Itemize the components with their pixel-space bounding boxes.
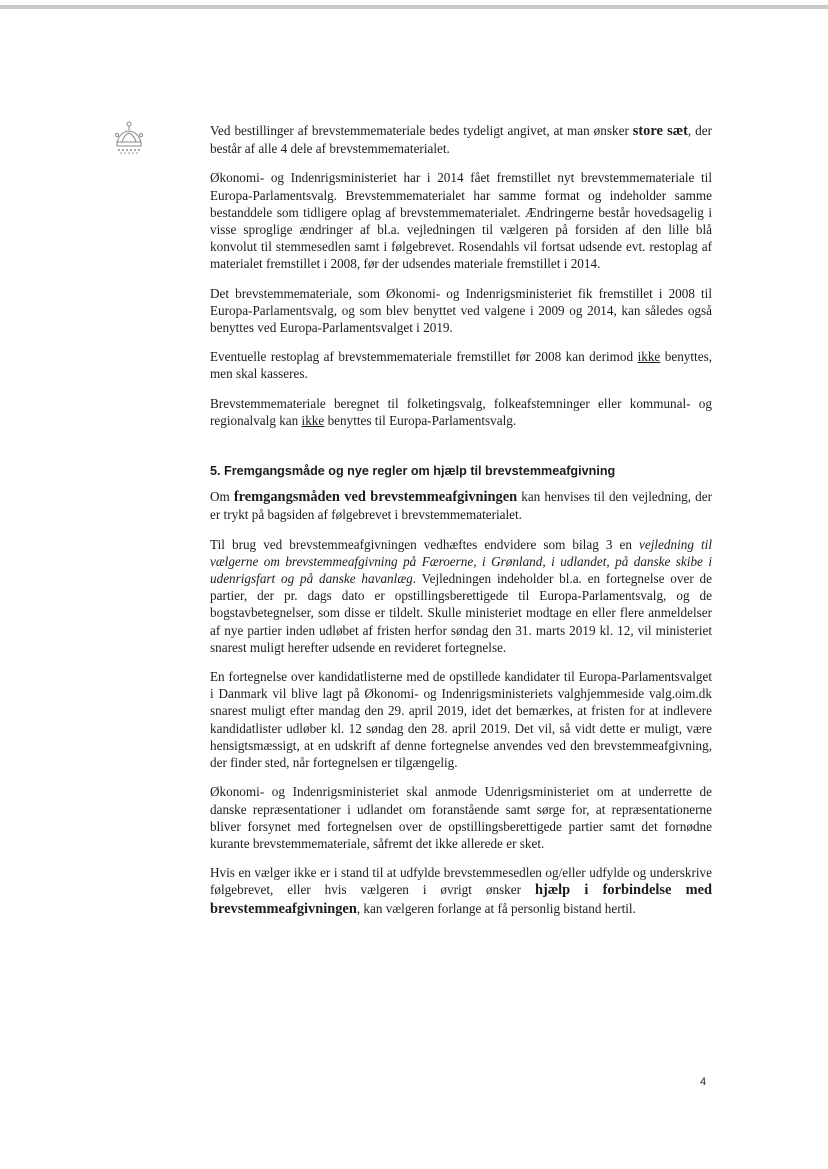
paragraph-guidance: Til brug ved brevstemmeafgivningen vedhæftes endvidere som bilag 3 en vejledning til vælgerne om brevstemmeafgivning på Færoerne, i Grønland, i udlandet, på danske skibe i udenrigsfart og på danske havanlæg. Vejledningen indeholder bl.a. en fortegnelse over de partier, der pr. dags dato er opstillingsberettigede til Europa-Parlamentsvalg, og de bogstavbetegnelser, som disse er tildelt. Skulle ministeriet modtage en eller flere anmeldelser af nye partier inden udløbet af fristen herfor søndag den 31. marts 2019 kl. 12, vil ministeriet snarest muligt herefter udsende en revideret fortegnelse. bbox=[210, 536, 712, 655]
scan-top-edge bbox=[0, 5, 828, 9]
paragraph-foreign-ministry: Økonomi- og Indenrigsministeriet skal anmode Udenrigsministeriet om at underrette de danske repræsentationer i udlandet om foranstående samt sørge for, at repræsentationerne bliver forsynet med fortegnelsen over de opstillingsberettigede partier samt det fornødne kurante brevstemmemateriale, såfremt det ikke allerede er sket. bbox=[210, 784, 712, 851]
paragraph-procedure: Om fremgangsmåden ved brevstemmeafgivningen kan henvises til den vejledning, der er trykt på bagsiden af følgebrevet i brevstemmematerialet. bbox=[210, 489, 712, 523]
paragraph-ordering: Ved bestillinger af brevstemmemateriale bedes tydeligt angivet, at man ønsker store sæt, der består af alle 4 dele af brevstemmematerialet. bbox=[210, 123, 712, 157]
paragraph-new-material: Økonomi- og Indenrigsministeriet har i 2014 fået fremstillet nyt brevstemmemateriale til Europa-Parlamentsvalg. Brevstemmematerialet har samme format og indeholder samme bestanddele som tidligere oplag af brevstemmematerialet. Ændringerne består hovedsagelig i visse sproglige ændringer af bl.a. vejledningen til vælgeren på forsiden af den lille blå konvolut til stemmesedlen samt i følgebrevet. Rosendahls vil fortsat udsende evt. restoplag af materialet fremstillet i 2008, før der udsendes materiale fremstillet i 2014. bbox=[210, 170, 712, 272]
page-number: 4 bbox=[700, 1076, 707, 1088]
crown-logo-icon bbox=[112, 120, 146, 160]
paragraph-2008-material: Det brevstemmemateriale, som Økonomi- og Indenrigsministeriet fik fremstillet i 2008 til Europa-Parlamentsvalg, og som blev benyttet ved valgene i 2009 og 2014, kan således også benyttes ved Europa-Parlamentsvalget i 2019. bbox=[210, 285, 712, 336]
paragraph-other-elections: Brevstemmemateriale beregnet til folketingsvalg, folkeafstemninger eller kommunal- og regionalvalg kan ikke benyttes til Europa-Parlamentsvalg. bbox=[210, 395, 712, 428]
paragraph-old-stock: Eventuelle restoplag af brevstemmemateriale fremstillet før 2008 kan derimod ikke benyttes, men skal kasseres. bbox=[210, 349, 713, 382]
section-heading: 5. Fremgangsmåde og nye regler om hjælp til brevstemmeafgivning bbox=[210, 464, 616, 479]
paragraph-candidate-lists: En fortegnelse over kandidatlisterne med de opstillede kandidater til Europa-Parlamentsvalget i Danmark vil blive lagt på Økonomi- og Indenrigsministeriets valghjemmeside valg.oim.dk snarest muligt efter mandag den 29. april 2019, idet det bemærkes, at fristen for at indlevere kandidatlister udløber kl. 12 søndag den 28. april 2019. Det vil, så vidt dette er muligt, være hensigtsmæssigt, at en udskrift af denne fortegnelse anvendes ved den brevstemmeafgivning, der finder sted, når fortegnelsen er tilgængelig. bbox=[210, 669, 712, 771]
paragraph-assistance: Hvis en vælger ikke er i stand til at udfylde brevstemmesedlen og/eller udfylde og underskrive følgebrevet, eller hvis vælgeren i øvrigt ønsker hjælp i forbindelse med brevstemmeafgivningen, kan vælgeren forlange at få personlig bistand hertil. bbox=[210, 865, 712, 917]
document-body bbox=[210, 122, 712, 930]
